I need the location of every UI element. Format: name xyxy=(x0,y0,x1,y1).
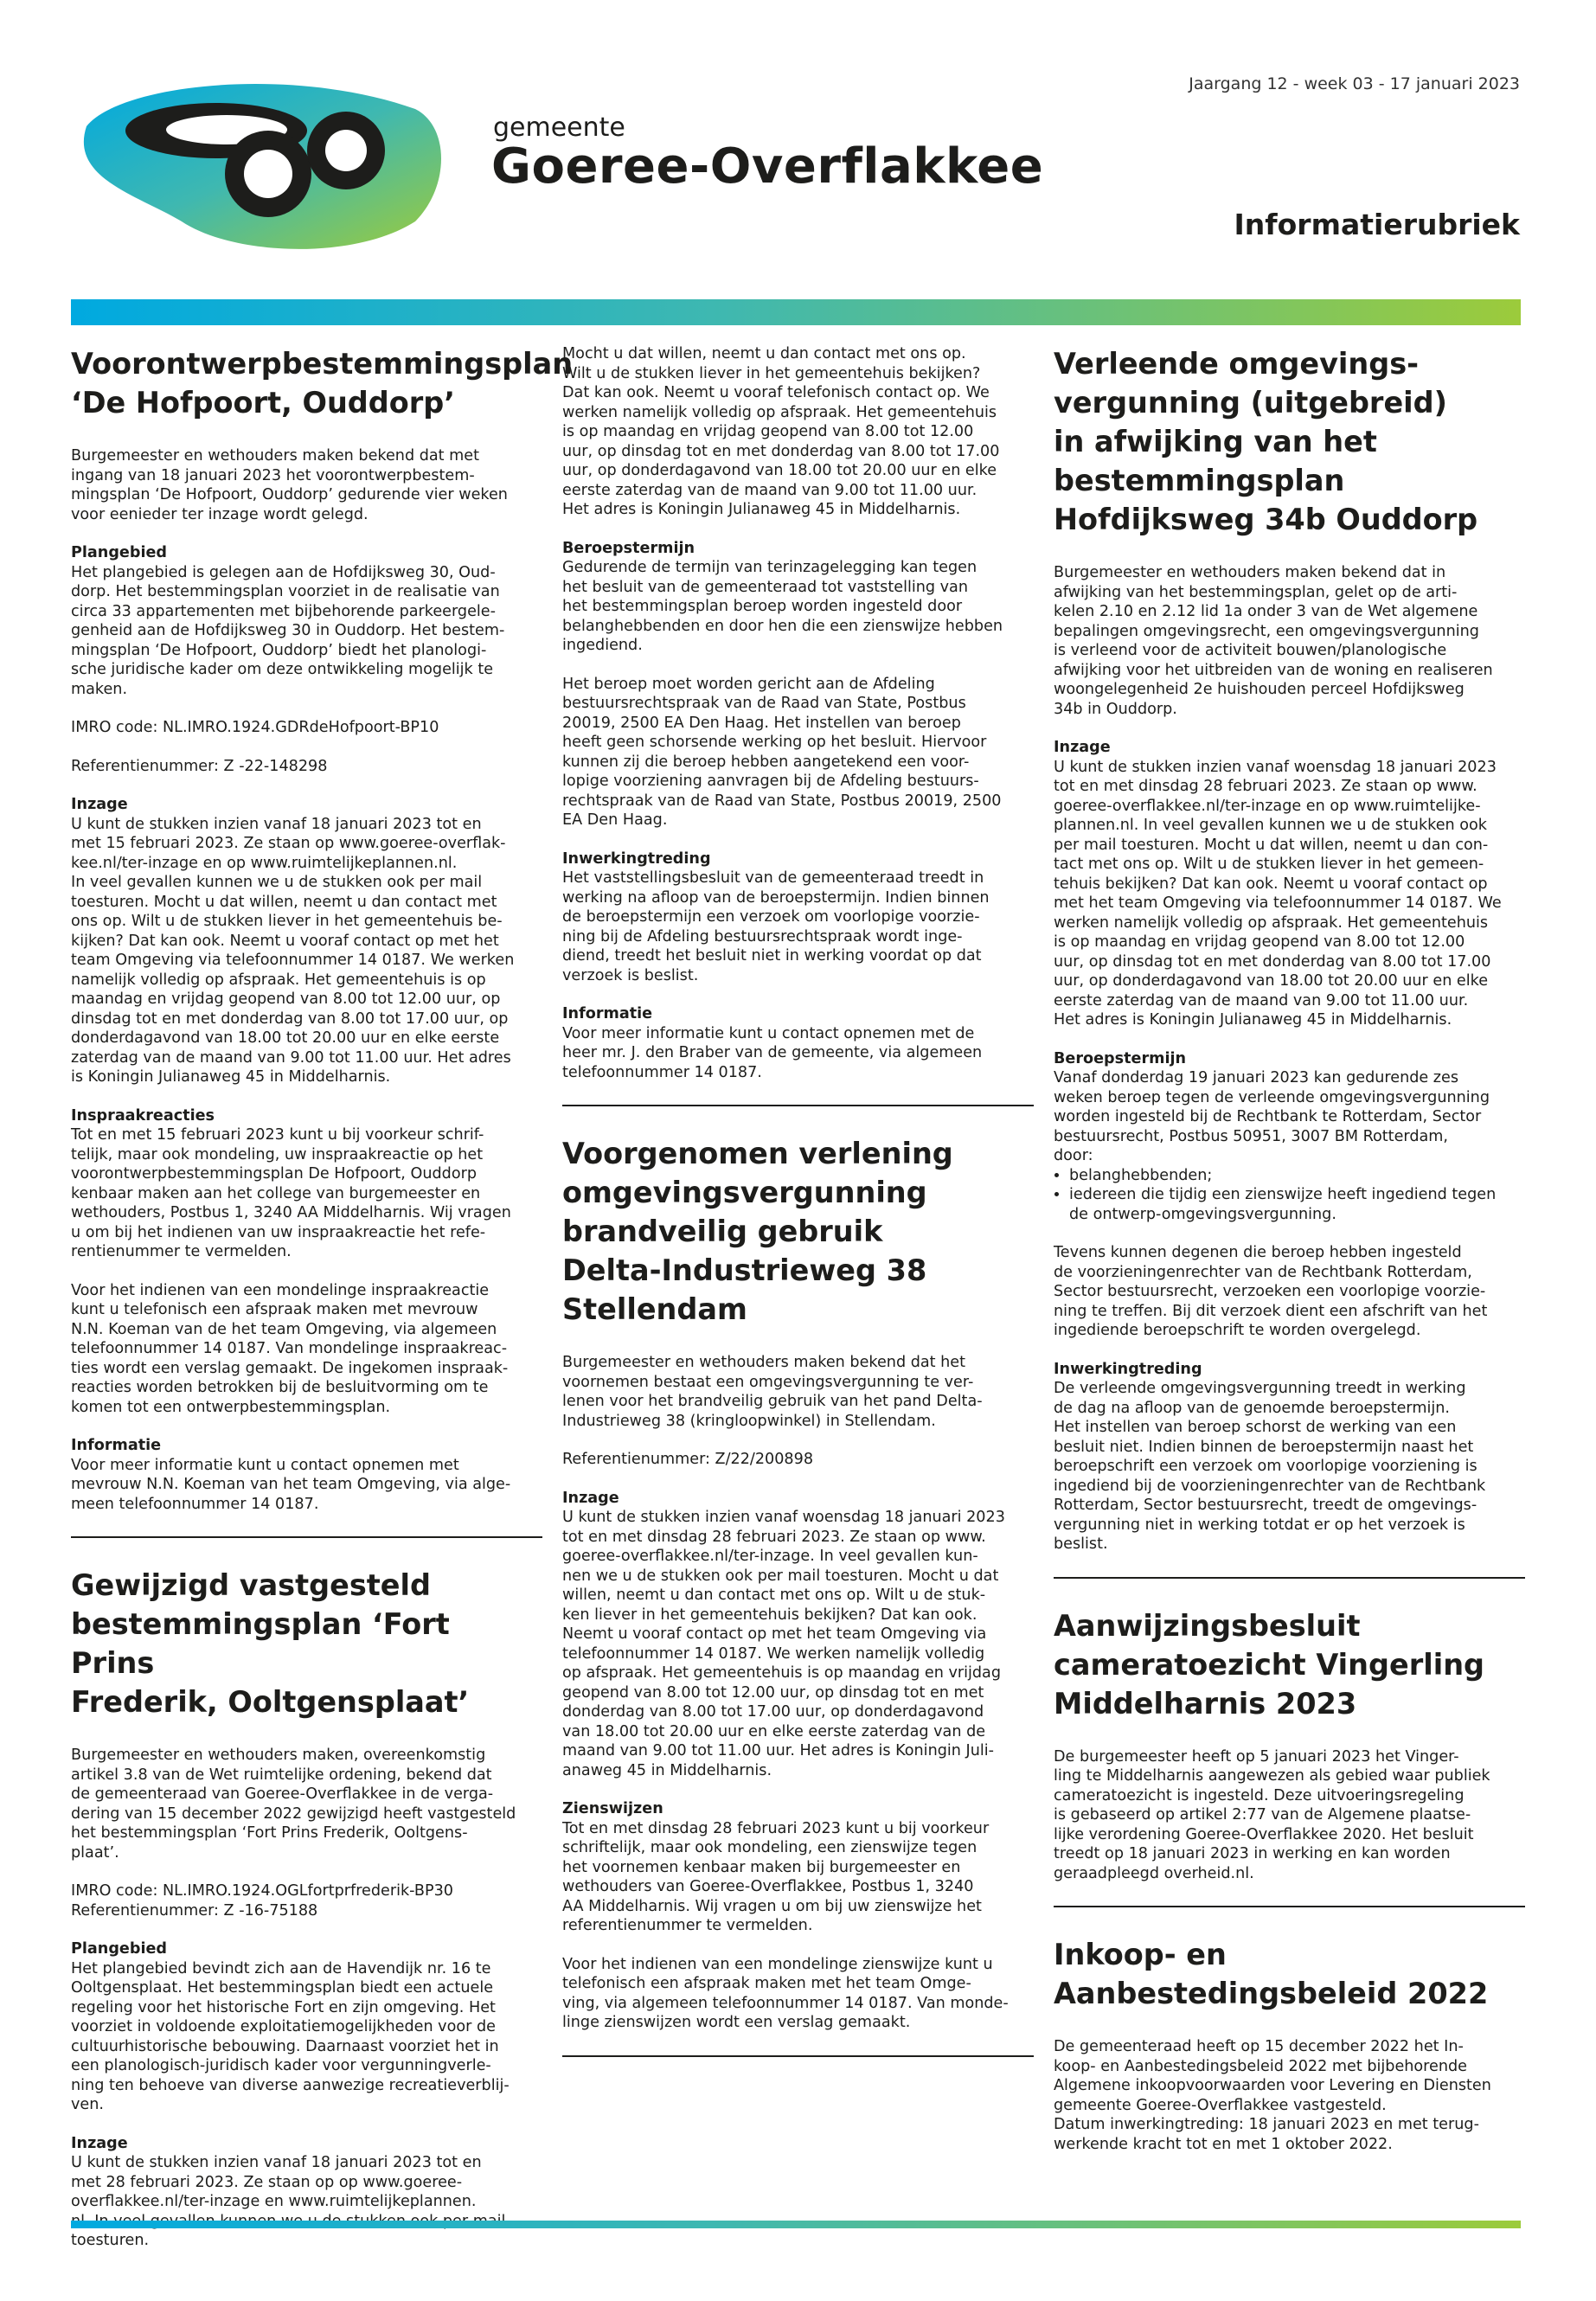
article-intro: Burgemeester en wethouders maken bekend dat met ingang van 18 januari 2023 het voorontwerpbestem- mingsplan ‘De Hofpoort, Ouddorp’ gedurende vier weken voor eenieder ter inzage wordt gelegd. xyxy=(71,447,508,523)
article-title: Gewijzigd vastgesteld bestemmingsplan ‘Fort Prins Frederik, Ooltgensplaat’ xyxy=(71,1568,470,1719)
paragraph: Voor meer informatie kunt u contact opnemen met mevrouw N.N. Koeman van het team Omgeving, via alge- meen telefoonnummer 14 0187. xyxy=(71,1456,511,1513)
subheading: Informatie xyxy=(562,1005,653,1022)
imro-code: IMRO code: NL.IMRO.1924.OGLfortprfrederik-BP30 Referentienummer: Z -16-75188 xyxy=(71,1882,453,1920)
subheading: Inzage xyxy=(71,796,128,813)
top-gradient-bar xyxy=(71,299,1521,325)
article-title: Voorontwerpbestemmingsplan ‘De Hofpoort, Ouddorp’ xyxy=(71,347,574,420)
paragraph: Mocht u dat willen, neemt u dan contact met ons op. Wilt u de stukken liever in het gemeentehuis bekijken? Dat kan ook. Neemt u vooraf telefonisch contact op. We werken namelijk volledig op afspraak. Het gemeentehuis is op maandag en vrijdag geopend van 8.00 tot 12.00 uur, op dinsdag tot en met donderdag van 8.00 tot 17.00 uur, op donderdagavond van 18.00 tot 20.00 uur en elke eerste zaterdag van de maand van 9.00 tot 11.00 uur. Het adres is Koningin Julianaweg 45 in Middelharnis. xyxy=(562,345,1000,518)
article-intro: Burgemeester en wethouders maken bekend dat het voornemen bestaat een omgevingsvergunning te ver- lenen voor het brandveilig gebruik van het pand Delta- Industrieweg 38 (kringloopwinkel) in Stellendam. xyxy=(562,1354,983,1430)
subheading: Beroepstermijn xyxy=(1054,1049,1187,1067)
article-fort-prins-frederik xyxy=(71,1566,542,2251)
subheading: Informatie xyxy=(71,1437,162,1454)
article-inkoopbeleid xyxy=(1054,1935,1525,2154)
paragraph: Vanaf donderdag 19 januari 2023 kan gedurende zes weken beroep tegen de verleende omgevingsvergunning worden ingesteld bij de Rechtbank te Rotterdam, Sector bestuursrecht, Postbus 50951, 3007 BM Rotterdam, door: xyxy=(1054,1069,1490,1164)
subheading: Inzage xyxy=(1054,739,1111,756)
paragraph: Het vaststellingsbesluit van de gemeenteraad treedt in werking na afloop van de beroepstermijn. Indien binnen de beroepstermijn een verzoek om voorlopige voorzie- ning bij de Afdeling bestuursrechtspraak wordt inge- diend, treedt het besluit niet in werking voordat op dat verzoek is beslist. xyxy=(562,869,990,984)
paragraph: Tot en met 15 februari 2023 kunt u bij voorkeur schrif- telijk, maar ook mondeling, uw inspraakreactie op het voorontwerpbestemmingsplan De Hofpoort, Ouddorp kenbaar maken aan het college van burgemeester en wethouders, Postbus 1, 3240 AA Middelharnis. Wij vragen u om bij het indienen van uw inspraakreactie het refe- rentienummer te vermelden. xyxy=(71,1126,511,1260)
paragraph: Voor het indienen van een mondelinge zienswijze kunt u telefonisch een afspraak maken met het team Omge- ving, via algemeen telefoonnummer 14 0187. Van monde- linge zienswijzen wordt een verslag gemaakt. xyxy=(562,1955,1009,2031)
article-cameratoezicht xyxy=(1054,1606,1525,1884)
brand-gemeente: gemeente xyxy=(493,112,625,143)
paragraph: Tevens kunnen degenen die beroep hebben ingesteld de voorzieningenrechter van de Rechtbank Rotterdam, Sector bestuursrecht, verzoeken een voorlopige voorzie- ning te treffen. Bij dit verzoek dient een afschrift van het ingediende beroepschrift te worden overgelegd. xyxy=(1054,1244,1488,1339)
subheading: Plangebied xyxy=(71,1940,168,1958)
divider xyxy=(1054,1577,1525,1579)
list-item: • belanghebbenden; xyxy=(1069,1166,1525,1186)
article-hofdijksweg xyxy=(1054,344,1525,1554)
subheading: Inwerkingtreding xyxy=(1054,1360,1202,1378)
paragraph: U kunt de stukken inzien vanaf woensdag 18 januari 2023 tot en met dinsdag 28 februari 2023. Ze staan op www. goeree-overflakkee.nl/ter-inzage en op www.ruimtelijke- plannen.nl. In veel gevallen kunnen we u de stukken ook per mail toesturen. Mocht u dat willen, neemt u dan con- tact met ons op. Wilt u de stukken liever in het gemeen- tehuis bekijken? Dat kan ook. Neemt u vooraf contact op met het team Omgeving via telefoonnummer 14 0187. We werken namelijk volledig op afspraak. Het gemeentehuis is op maandag en vrijdag geopend van 8.00 tot 12.00 uur, op dinsdag tot en met donderdag van 8.00 tot 17.00 uur, op donderdagavond van 18.00 tot 20.00 uur en elke eerste zaterdag van de maand van 9.00 tot 11.00 uur. Het adres is Koningin Julianaweg 45 in Middelharnis. xyxy=(1054,758,1502,1029)
section-title: Informatierubriek xyxy=(1234,208,1520,241)
subheading: Inspraakreacties xyxy=(71,1106,215,1125)
paragraph: Voor het indienen van een mondelinge inspraakreactie kunt u telefonisch een afspraak maken met mevrouw N.N. Koeman van de het team Omgeving, via algemeen telefoonnummer 14 0187. Van mondelinge inspraakreac- ties wordt een verslag gemaakt. De ingekomen inspraak- reacties worden betrokken bij de besluitvorming om te komen tot een ontwerpbestemmingsplan. xyxy=(71,1281,509,1416)
divider xyxy=(562,2055,1034,2057)
paragraph: Het plangebied is gelegen aan de Hofdijksweg 30, Oud- dorp. Het bestemmingsplan voorziet in de realisatie van circa 33 appartementen met bijbehorende parkeergele- genheid aan de Hofdijksweg 30 in Ouddorp. Het bestem- mingsplan ‘De Hofpoort, Ouddorp’ biedt het planologi- sche juridische kader om deze ontwikkeling mogelijk te maken. xyxy=(71,563,505,698)
article-title: Voorgenomen verlening omgevingsvergunning brandveilig gebruik Delta-Industrieweg 38 Stellendam xyxy=(562,1137,953,1326)
divider xyxy=(1054,1906,1525,1907)
bottom-gradient-bar xyxy=(71,2221,1521,2228)
issue-info: Jaargang 12 - week 03 - 17 januari 2023 xyxy=(1189,74,1520,93)
reference-number: Referentienummer: Z -22-148298 xyxy=(71,757,328,775)
subheading: Zienswijzen xyxy=(562,1800,663,1817)
article-title: Inkoop- en Aanbestedingsbeleid 2022 xyxy=(1054,1938,1489,2010)
column-2 xyxy=(562,344,1034,2085)
subheading: Plangebied xyxy=(71,544,168,561)
paragraph: De burgemeester heeft op 5 januari 2023 het Vinger- ling te Middelharnis aangewezen als gebied waar publiek cameratoezicht is ingesteld. Deze uitvoeringsregeling is gebaseerd op artikel 2:77 van de Algemene plaatse- lijke verordening Goeree-Overflakkee 2020. Het besluit treedt op 18 januari 2023 in werking en kan worden geraadpleegd overheid.nl. xyxy=(1054,1747,1490,1882)
bullet-list xyxy=(1054,1166,1525,1225)
subheading: Inwerkingtreding xyxy=(562,849,711,868)
brand-name: Goeree-Overflakkee xyxy=(491,138,1044,195)
subheading: Beroepstermijn xyxy=(562,539,695,557)
paragraph: U kunt de stukken inzien vanaf 18 januari 2023 tot en met 28 februari 2023. Ze staan op op www.goeree- overflakkee.nl/ter-inzage en www.ruimtelijkeplannen. toesturen. xyxy=(71,2154,482,2249)
paragraph: Gedurende de termijn van terinzagelegging kan tegen het besluit van de gemeenteraad tot vaststelling van het bestemmingsplan beroep worden ingesteld door belanghebbenden en door hen die een zienswijze hebben ingediend. xyxy=(562,559,1003,654)
imro-code: IMRO code: NL.IMRO.1924.GDRdeHofpoort-BP10 xyxy=(71,719,439,736)
paragraph: U kunt de stukken inzien vanaf woensdag 18 januari 2023 tot en met dinsdag 28 februari 2023. Ze staan op www. goeree-overflakkee.nl/ter-inzage. In veel gevallen kun- nen we u de stukken ook per mail toesturen. Mocht u dat willen, neemt u dan contact met ons op. Wilt u de stuk- ken liever in het gemeentehuis bekijken? Dat kan ook. Neemt u vooraf contact op met het team Omgeving via telefoonnummer 14 0187. We werken namelijk volledig op afspraak. Het gemeentehuis is op maandag en vrijdag geopend van 8.00 tot 12.00 uur, op dinsdag tot en met donderdag van 8.00 tot 17.00 uur, op donderdagavond van 18.00 tot 20.00 uur en elke eerste zaterdag van de maand van 9.00 tot 11.00 uur. Het adres is Koningin Juli- anaweg 45 in Middelharnis. xyxy=(562,1509,1005,1779)
paragraph: U kunt de stukken inzien vanaf 18 januari 2023 tot en met 15 februari 2023. Ze staan op www.goeree-overflak- kee.nl/ter-inzage en op www.ruimtelijkeplannen.nl. In veel gevallen kunnen we u de stukken ook per mail toesturen. Mocht u dat willen, neemt u dan contact met ons op. Wilt u de stukken liever in het gemeentehuis be- kijken? Dat kan ook. Neemt u vooraf contact op met het team Omgeving via telefoonnummer 14 0187. We werken namelijk volledig op afspraak. Het gemeentehuis is op maandag en vrijdag geopend van 8.00 tot 12.00 uur, op dinsdag tot en met donderdag van 8.00 tot 17.00 uur, op donderdagavond van 18.00 tot 20.00 uur en elke eerste zaterdag van de maand van 9.00 tot 11.00 uur. Het adres is Koningin Julianaweg 45 in Middelharnis. xyxy=(71,815,515,1086)
article-intro: Burgemeester en wethouders maken bekend dat in afwijking van het bestemmingsplan, gelet op de arti- kelen 2.10 en 2.12 lid 1a onder 3 van de Wet algemene bepalingen omgevingsrecht, een omgevingsvergunning is verleend voor de activiteit bouwen/planologische afwijking voor het uitbreiden van de woning en realiseren woongelegenheid 2e huishouden perceel Hofdijksweg 34b in Ouddorp. xyxy=(1054,564,1493,718)
municipality-logo xyxy=(69,74,450,260)
divider xyxy=(562,1105,1034,1106)
article-hofpoort xyxy=(71,344,574,1514)
paragraph: De gemeenteraad heeft op 15 december 2022 het In- koop- en Aanbestedingsbeleid 2022 met bijbehorende Algemene inkoopvoorwaarden voor Levering en Diensten gemeente Goeree-Overflakkee vastgesteld. Datum inwerkingtreding: 18 januari 2023 en met terug- werkende kracht tot en met 1 oktober 2022. xyxy=(1054,2038,1491,2153)
paragraph: Voor meer informatie kunt u contact opnemen met de heer mr. J. den Braber van de gemeente, via algemeen telefoonnummer 14 0187. xyxy=(562,1024,983,1081)
subheading: Inzage xyxy=(562,1489,619,1507)
list-item: • iedereen die tijdig een zienswijze heeft ingediend tegen de ontwerp-omgevingsvergunning. xyxy=(1069,1185,1525,1224)
article-delta-industrieweg xyxy=(562,1134,1034,2033)
article-intro: Burgemeester en wethouders maken, overeenkomstig artikel 3.8 van de Wet ruimtelijke ordening, bekend dat de gemeenteraad van Goeree-Overflakkee in de verga- dering van 15 december 2022 gewijzigd heeft vastgesteld het bestemmingsplan ‘Fort Prins Frederik, Ooltgens- plaat’. xyxy=(71,1747,516,1862)
article-title: Verleende omgevings- vergunning (uitgebreid) in afwijking van het bestemmingsplan Hofdijksweg 34b Ouddorp xyxy=(1054,347,1478,536)
article-title: Aanwijzingsbesluit cameratoezicht Vingerling Middelharnis 2023 xyxy=(1054,1608,1485,1721)
paragraph: Tot en met dinsdag 28 februari 2023 kunt u bij voorkeur schriftelijk, maar ook mondeling, een zienswijze tegen het voornemen kenbaar maken bij burgemeester en wethouders van Goeree-Overflakkee, Postbus 1, 3240 AA Middelharnis. Wij vragen u om bij uw zienswijze het referentienummer te vermelden. xyxy=(562,1819,990,1934)
divider xyxy=(71,1536,542,1538)
subheading: Inzage xyxy=(71,2134,128,2152)
article-fort-prins-frederik-continued xyxy=(562,344,1034,1082)
column-3 xyxy=(1054,344,1525,2154)
paragraph: Het plangebied bevindt zich aan de Havendijk nr. 16 te Ooltgensplaat. Het bestemmingsplan biedt een actuele regeling voor het historische Fort en zijn omgeving. Het voorziet in voldoende exploitatiemogelijkheden voor de cultuurhistorische bebouwing. Daarnaast voorziet het in een planologisch-juridisch kader voor vergunningverle- ning ten behoeve van diverse aanwezige recreatieverblij- ven. xyxy=(71,1959,510,2113)
column-1 xyxy=(71,344,574,2251)
paragraph: De verleende omgevingsvergunning treedt in werking de dag na afloop van de genoemde beroepstermijn. Het instellen van beroep schorst de werking van een besluit niet. Indien binnen de beroepstermijn naast het beroepschrift een verzoek om voorlopige voorziening is ingediend bij de voorzieningenrechter van de Rechtbank Rotterdam, Sector bestuursrecht, treedt de omgevings- vergunning niet in werking totdat er op het verzoek is beslist. xyxy=(1054,1380,1486,1553)
paragraph: Het beroep moet worden gericht aan de Afdeling bestuursrechtspraak van de Raad van State, Postbus 20019, 2500 EA Den Haag. Het instellen van beroep heeft geen schorsende werking op het besluit. Hiervoor kunnen zij die beroep hebben aangetekend een voor- lopige voorziening aanvragen bij de Afdeling bestuurs- rechtspraak van de Raad van State, Postbus 20019, 2500 EA Den Haag. xyxy=(562,675,1002,829)
reference-number: Referentienummer: Z/22/200898 xyxy=(562,1451,814,1468)
